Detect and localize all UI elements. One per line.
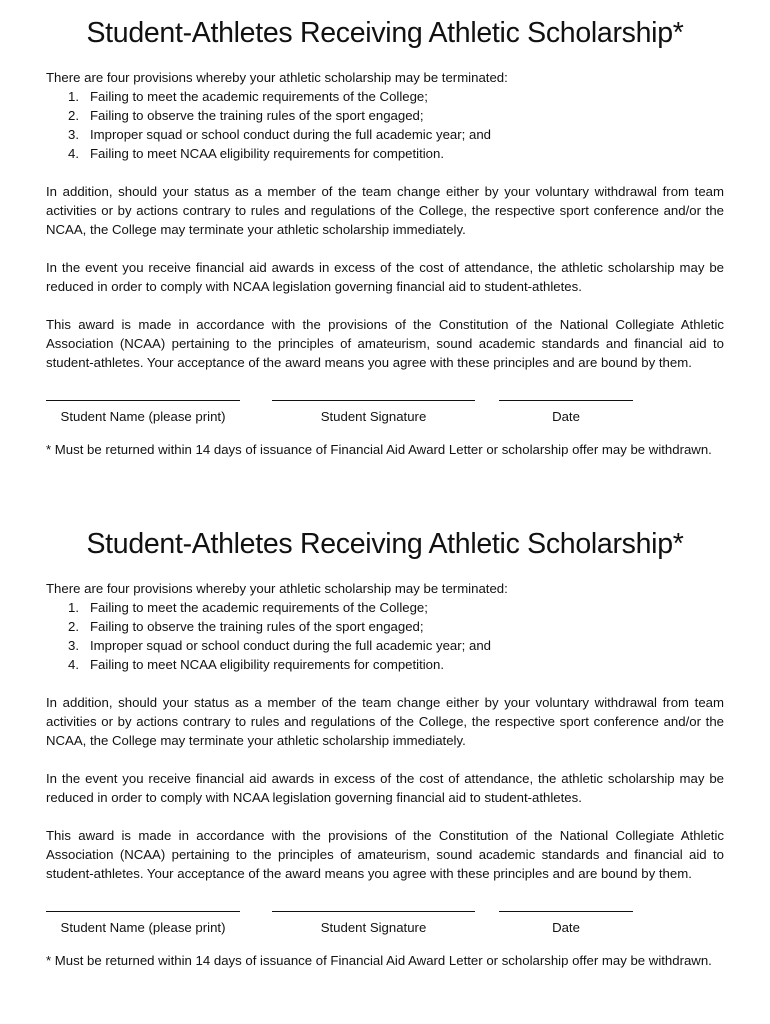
paragraph-termination: In addition, should your status as a member of the team change either by your voluntary withdrawal from team activities or by actions contrary to rules and regulations of the College, the respective sport conference and/or the NCAA, the College may terminate your athletic scholarship immediately.	[46, 184, 724, 237]
list-text: Failing to meet NCAA eligibility requirements for competition.	[90, 657, 445, 672]
list-item	[68, 87, 724, 106]
list-item	[68, 125, 724, 144]
form-title: Student-Athletes Receiving Athletic Scholarship*	[86, 17, 684, 49]
list-text: Improper squad or school conduct during the full academic year; and	[90, 127, 491, 142]
list-item	[68, 106, 724, 125]
paragraph-ncaa: This award is made in accordance with the provisions of the Constitution of the National Collegiate Athletic Association (NCAA) pertaining to the principles of amateurism, sound academic standards and financial aid to student-athletes. Your acceptance of the award means you agree with these principles and are bound by them.	[46, 828, 724, 881]
student-signature-line[interactable]	[272, 400, 475, 401]
list-number: 4.	[68, 146, 79, 161]
list-item	[68, 144, 724, 163]
date-line[interactable]	[499, 400, 633, 401]
list-number: 3.	[68, 638, 79, 653]
intro-text: There are four provisions whereby your athletic scholarship may be terminated:	[46, 581, 508, 596]
provisions-list	[46, 598, 724, 674]
student-name-label: Student Name (please print)	[60, 920, 226, 935]
student-name-label: Student Name (please print)	[60, 409, 226, 424]
intro-text: There are four provisions whereby your athletic scholarship may be terminated:	[46, 70, 508, 85]
student-signature-line[interactable]	[272, 911, 475, 912]
date-line[interactable]	[499, 911, 633, 912]
scholarship-form	[46, 12, 724, 459]
list-number: 1.	[68, 600, 79, 615]
paragraph-financial-aid: In the event you receive financial aid awards in excess of the cost of attendance, the athletic scholarship may be reduced in order to comply with NCAA legislation governing financial aid to student-athletes.	[46, 771, 724, 805]
list-text: Failing to observe the training rules of the sport engaged;	[90, 108, 424, 123]
list-item	[68, 617, 724, 636]
paragraph-ncaa: This award is made in accordance with the provisions of the Constitution of the National Collegiate Athletic Association (NCAA) pertaining to the principles of amateurism, sound academic standards and financial aid to student-athletes. Your acceptance of the award means you agree with these principles and are bound by them.	[46, 317, 724, 370]
provisions-list	[46, 87, 724, 163]
list-number: 4.	[68, 657, 79, 672]
footnote: * Must be returned within 14 days of issuance of Financial Aid Award Letter or scholarship offer may be withdrawn.	[46, 442, 712, 457]
list-text: Failing to meet the academic requirements of the College;	[90, 89, 428, 104]
signature-row	[46, 400, 724, 440]
list-number: 2.	[68, 108, 79, 123]
list-text: Failing to meet NCAA eligibility requirements for competition.	[90, 146, 445, 161]
paragraph-termination: In addition, should your status as a member of the team change either by your voluntary withdrawal from team activities or by actions contrary to rules and regulations of the College, the respective sport conference and/or the NCAA, the College may terminate your athletic scholarship immediately.	[46, 695, 724, 748]
student-signature-label: Student Signature	[320, 409, 427, 424]
list-number: 3.	[68, 127, 79, 142]
list-text: Failing to meet the academic requirements of the College;	[90, 600, 428, 615]
student-name-line[interactable]	[46, 400, 240, 401]
student-name-line[interactable]	[46, 911, 240, 912]
date-label: Date	[552, 920, 580, 935]
form-title: Student-Athletes Receiving Athletic Scholarship*	[86, 528, 684, 560]
signature-row	[46, 911, 724, 951]
list-item	[68, 598, 724, 617]
list-text: Improper squad or school conduct during the full academic year; and	[90, 638, 491, 653]
list-item	[68, 636, 724, 655]
date-label: Date	[552, 409, 580, 424]
footnote: * Must be returned within 14 days of issuance of Financial Aid Award Letter or scholarship offer may be withdrawn.	[46, 953, 712, 968]
student-signature-label: Student Signature	[320, 920, 427, 935]
list-text: Failing to observe the training rules of the sport engaged;	[90, 619, 424, 634]
list-number: 2.	[68, 619, 79, 634]
scholarship-form	[46, 523, 724, 970]
list-number: 1.	[68, 89, 79, 104]
paragraph-financial-aid: In the event you receive financial aid awards in excess of the cost of attendance, the athletic scholarship may be reduced in order to comply with NCAA legislation governing financial aid to student-athletes.	[46, 260, 724, 294]
list-item	[68, 655, 724, 674]
